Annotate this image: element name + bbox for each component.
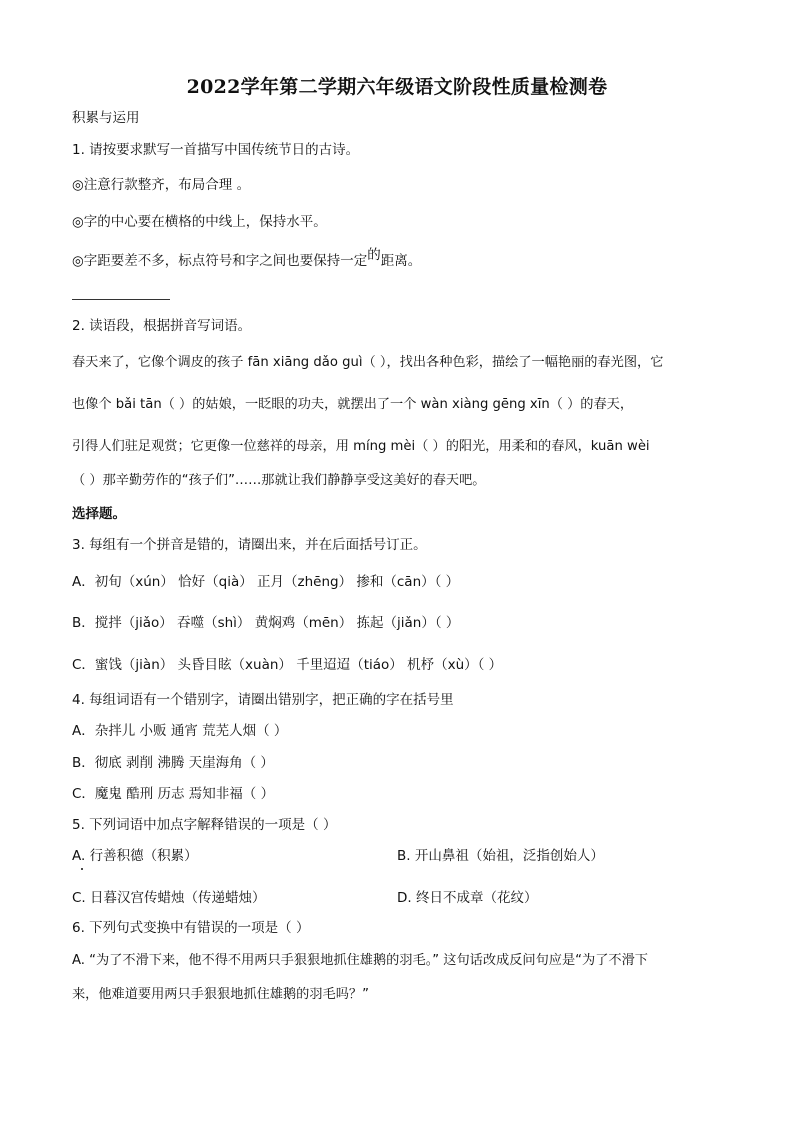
question-4-option-a: A．杂拌儿 小贩 通宵 荒芜人烟（ ） xyxy=(72,723,288,739)
question-6-option-a-line-1: A. “为了不滑下来，他不得不用两只手狠狠地抓住雄鹅的羽毛。” 这句话改成反问句应是“为了不滑下 xyxy=(72,953,648,968)
question-1-stem: 1. 请按要求默写一首描写中国传统节日的古诗。 xyxy=(72,142,360,158)
question-2-passage-line-2: 也像个 bǎi tān（ ）的姑娘，一眨眼的功夫，就摆出了一个 wàn xiàng gēng xīn（ ）的春天， xyxy=(72,397,634,412)
question-2-passage-line-3: 引得人们驻足观赏；它更像一位慈祥的母亲，用 míng mèi（ ）的阳光，用柔和的春风，kuān wèi xyxy=(72,439,650,454)
question-4-option-b: B．彻底 剥削 沸腾 天崖海角（ ） xyxy=(72,755,274,771)
question-4-stem: 4. 每组词语有一个错别字，请圈出错别字，把正确的字在括号里 xyxy=(72,692,454,708)
question-6-stem: 6. 下列句式变换中有错误的一项是（ ） xyxy=(72,920,310,936)
question-1-requirement-1: ◎注意行款整齐，布局合理 。 xyxy=(72,177,251,193)
question-5-option-b: B. 开山鼻祖（始祖，泛指创始人） xyxy=(397,848,604,864)
question-5-stem: 5. 下列词语中加点字解释错误的一项是（ ） xyxy=(72,817,337,833)
question-2-stem: 2. 读语段，根据拼音写词语。 xyxy=(72,318,252,334)
question-1-requirement-3: ◎字距要差不多，标点符号和字之间也要保持一定的距离。 xyxy=(72,247,422,269)
question-2-passage-line-4: （ ）那辛勤劳作的“孩子们”……那就让我们静静享受这美好的春天吧。 xyxy=(72,473,486,488)
question-4-option-c: C．魔鬼 酷刑 历志 焉知非福（ ） xyxy=(72,786,275,802)
question-5-option-a: A. 行善积德（积累） xyxy=(72,848,198,864)
question-3-stem: 3. 每组有一个拼音是错的，请圈出来，并在后面括号订正。 xyxy=(72,537,427,553)
section-heading-choice: 选择题。 xyxy=(72,506,126,522)
question-2-passage-line-1: 春天来了，它像个调皮的孩子 fān xiāng dǎo guì（ ），找出各种色彩，描绘了一幅艳丽的春光图，它 xyxy=(72,355,664,370)
answer-line xyxy=(72,299,170,300)
question-3-option-a: A．初旬（xún） 恰好（qià） 正月（zhēng） 掺和（cān）（ ） xyxy=(72,574,460,590)
section-heading-accumulation: 积累与运用 xyxy=(72,110,140,126)
question-5-option-c: C. 日暮汉宫传蜡烛（传递蜡烛） xyxy=(72,890,266,906)
question-6-option-a-line-2: 来，他难道要用两只手狠狠地抓住雄鹅的羽毛吗？” xyxy=(72,987,369,1002)
question-3-option-c: C．蜜饯（jiàn） 头昏目眩（xuàn） 千里迢迢（tiáo） 机杼（xù）（ ） xyxy=(72,657,503,673)
question-5-option-d: D. 终日不成章（花纹） xyxy=(397,890,538,906)
emphasis-dot xyxy=(81,868,83,870)
question-3-option-b: B．搅拌（jiǎo） 吞噬（shì） 黄焖鸡（mēn） 拣起（jiǎn）（ ） xyxy=(72,615,460,631)
page-title: 2022学年第二学期六年级语文阶段性质量检测卷 xyxy=(186,76,608,98)
question-1-requirement-2: ◎字的中心要在横格的中线上，保持水平。 xyxy=(72,214,327,230)
